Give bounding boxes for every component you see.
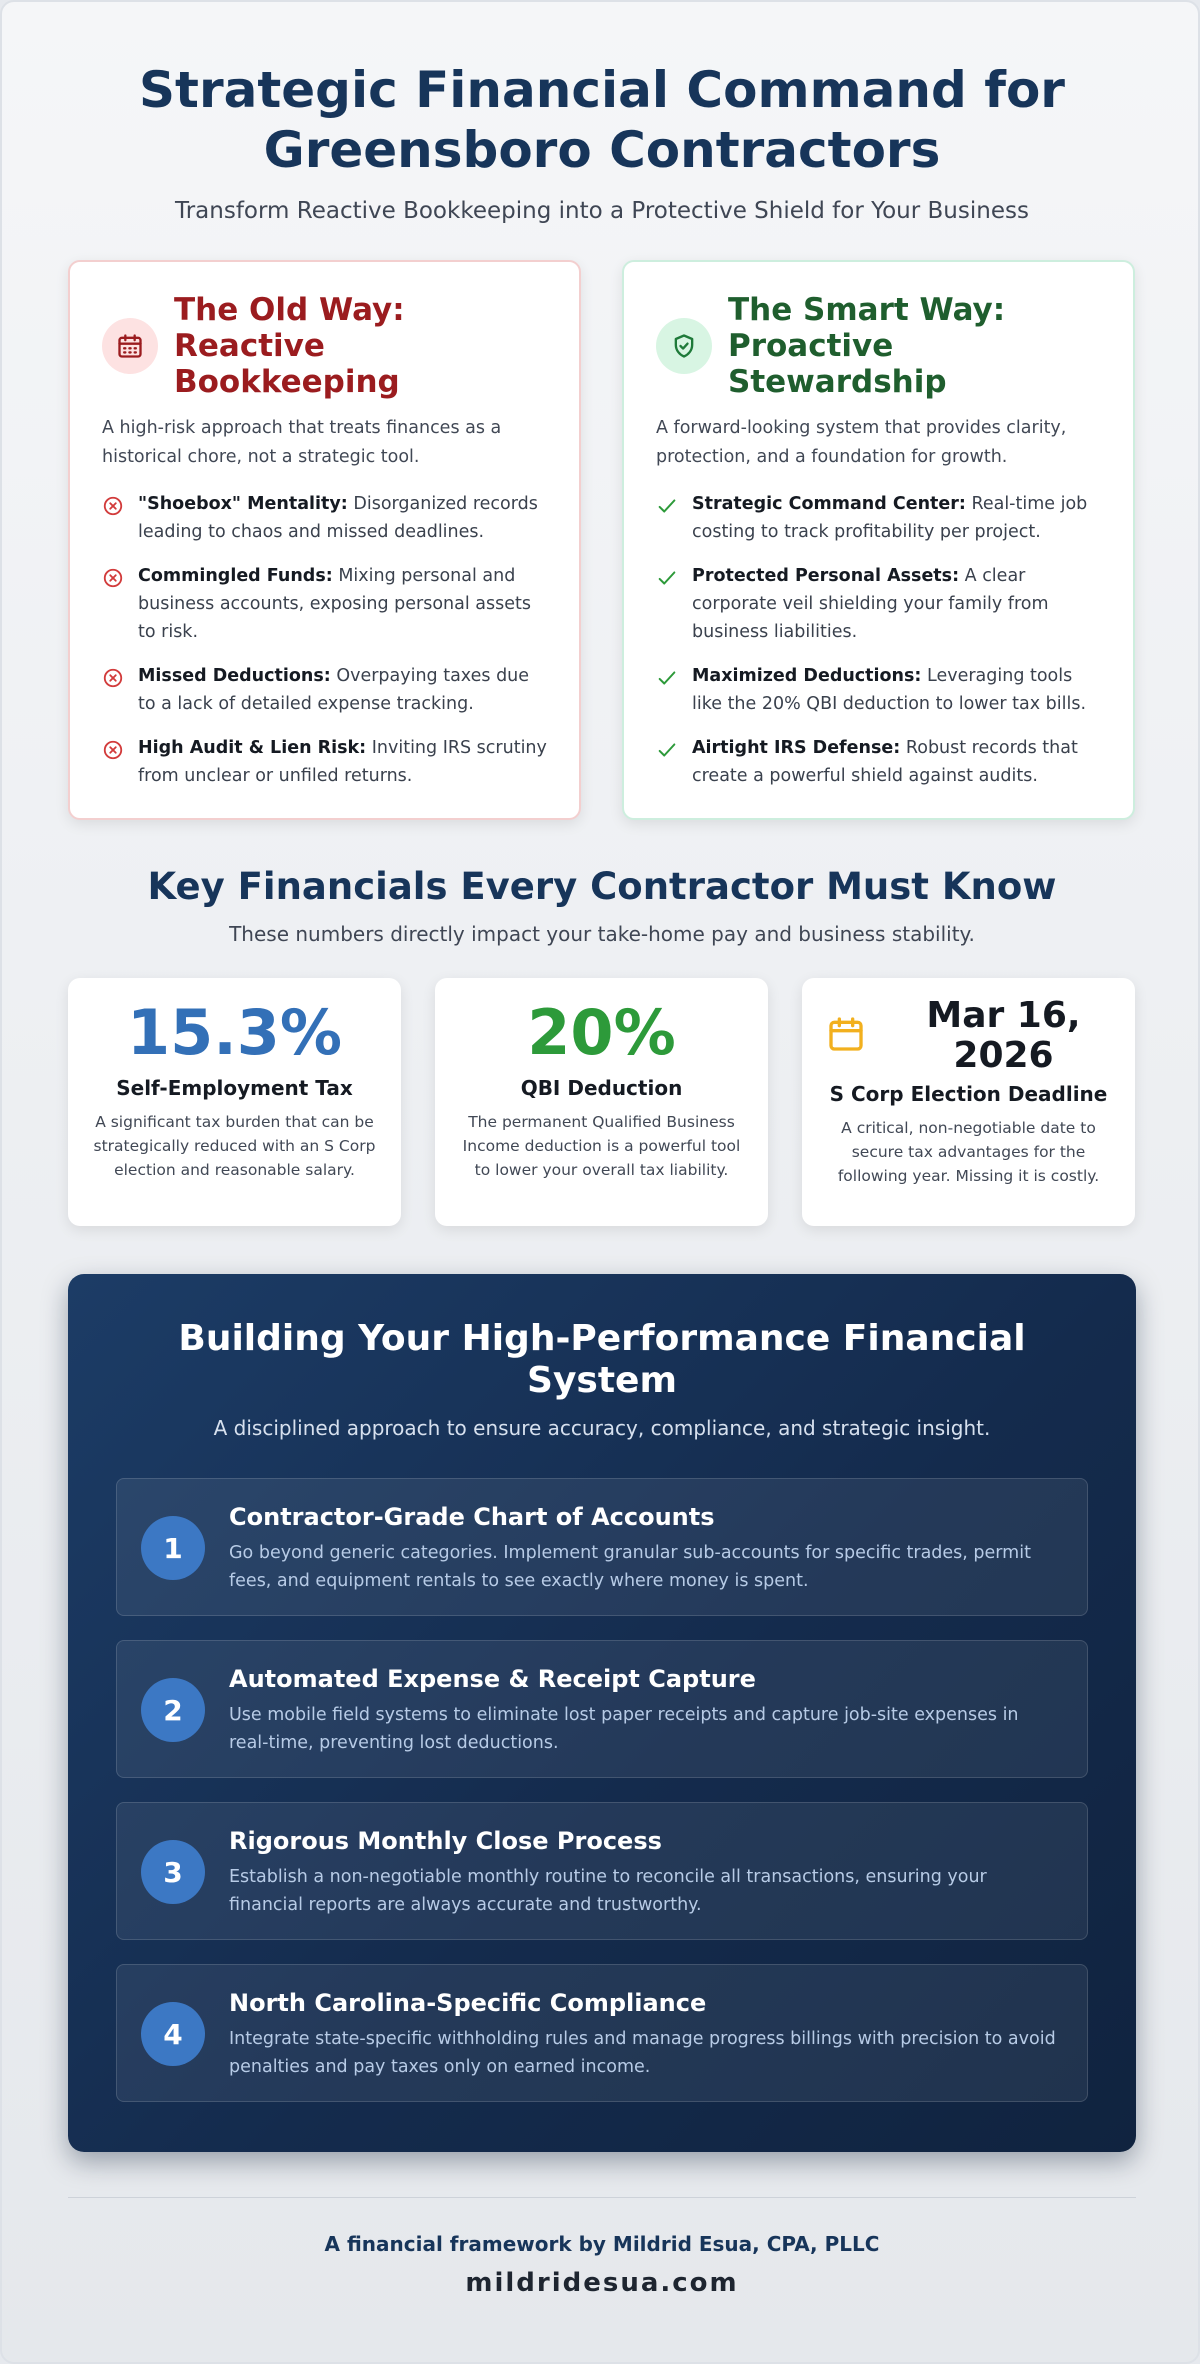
stat-label: S Corp Election Deadline [829,1082,1108,1106]
check-icon [656,734,692,770]
point-title: Missed Deductions: [138,666,331,686]
step-item [116,1640,1088,1778]
stat-description: The permanent Qualified Business Income deduction is a powerful tool to lower your overall tax liability. [462,1113,741,1179]
step-title: North Carolina-Specific Compliance [229,1989,707,2017]
old-way-point [102,734,547,790]
smart-way-card [622,260,1135,820]
check-icon [656,562,692,598]
old-way-title: The Old Way: Reactive Bookkeeping [174,292,405,400]
point-title: "Shoebox" Mentality: [138,494,348,514]
old-way-point [102,490,547,546]
step-description: Establish a non-negotiable monthly routine to reconcile all transactions, ensuring your financial reports are always accurate and trustworthy. [229,1867,987,1915]
step-number: 4 [141,2002,205,2066]
stat-value: Mar 16, 2026 [926,995,1081,1076]
check-icon [656,490,692,526]
calendar-icon [826,1014,866,1058]
point-title: Strategic Command Center: [692,494,966,514]
step-number: 3 [141,1840,205,1904]
x-circle-icon [102,734,138,770]
x-circle-icon [102,562,138,598]
point-title: Protected Personal Assets: [692,566,960,586]
old-way-description: A high-risk approach that treats finances as a historical chore, not a strategic tool. [102,418,502,467]
old-way-card [68,260,581,820]
stat-description: A critical, non-negotiable date to secure tax advantages for the following year. Missing it is costly. [837,1119,1100,1185]
smart-way-point [656,562,1101,646]
step-description: Use mobile field systems to eliminate lost paper receipts and capture job-site expenses in real-time, preventing lost deductions. [229,1705,1019,1753]
page-subtitle: Transform Reactive Bookkeeping into a Protective Shield for Your Business [175,198,1029,224]
stat-card-qbi-deduction [435,978,768,1226]
step-description: Integrate state-specific withholding rules and manage progress billings with precision to avoid penalties and pay taxes only on earned income. [229,2029,1056,2077]
section-subtitle: These numbers directly impact your take-home pay and business stability. [229,922,975,946]
point-text: Real-time job costing to track profitability per project. [692,494,1088,542]
footer-byline: A financial framework by Mildrid Esua, CPA, PLLC [324,2232,880,2256]
old-way-point [102,562,547,646]
section-title: Key Financials Every Contractor Must Know [147,865,1057,908]
smart-way-description: A forward-looking system that provides clarity, protection, and a foundation for growth. [656,418,1067,467]
point-text: Disorganized records leading to chaos and missed deadlines. [138,494,538,542]
point-title: Airtight IRS Defense: [692,738,901,758]
step-title: Rigorous Monthly Close Process [229,1827,662,1855]
smart-way-point [656,734,1101,790]
point-title: Commingled Funds: [138,566,333,586]
step-number: 1 [141,1516,205,1580]
smart-way-title: The Smart Way: Proactive Stewardship [728,292,1006,400]
step-item [116,1964,1088,2102]
smart-way-point [656,662,1101,718]
point-text: Inviting IRS scrutiny from unclear or unfiled returns. [138,738,547,786]
footer-divider [68,2197,1136,2198]
stat-description: A significant tax burden that can be strategically reduced with an S Corp election and reasonable salary. [93,1113,376,1179]
step-item [116,1478,1088,1616]
stat-value: 20% [527,996,676,1069]
step-title: Contractor-Grade Chart of Accounts [229,1503,715,1531]
stat-label: QBI Deduction [520,1076,683,1100]
point-title: High Audit & Lien Risk: [138,738,367,758]
point-text: Robust records that create a powerful shield against audits. [692,738,1078,786]
footer-website-link[interactable]: mildridesua.com [465,2268,739,2298]
panel-subtitle: A disciplined approach to ensure accuracy, compliance, and strategic insight. [213,1416,991,1440]
step-description: Go beyond generic categories. Implement granular sub-accounts for specific trades, permit fees, and equipment rentals to see exactly where money is spent. [229,1543,1031,1591]
shield-check-icon [656,318,712,374]
panel-title: Building Your High-Performance Financial System [178,1318,1026,1401]
point-title: Maximized Deductions: [692,666,922,686]
stat-value: 15.3% [126,996,343,1069]
smart-way-point [656,490,1101,546]
header [68,60,1136,224]
stat-card-s-corp-deadline [802,978,1135,1226]
stat-label: Self-Employment Tax [116,1076,353,1100]
calendar-icon [102,318,158,374]
point-text: A clear corporate veil shielding your family from business liabilities. [692,566,1049,642]
point-text: Overpaying taxes due to a lack of detailed expense tracking. [138,666,530,714]
old-way-point [102,662,547,718]
point-text: Leveraging tools like the 20% QBI deduction to lower tax bills. [692,666,1087,714]
page-title: Strategic Financial Command for Greensboro Contractors [139,61,1065,179]
point-text: Mixing personal and business accounts, exposing personal assets to risk. [138,566,532,642]
financial-system-panel [68,1274,1136,2152]
key-financials-header [68,864,1136,946]
step-title: Automated Expense & Receipt Capture [229,1665,756,1693]
step-item [116,1802,1088,1940]
x-circle-icon [102,662,138,698]
footer [68,2232,1136,2298]
check-icon [656,662,692,698]
x-circle-icon [102,490,138,526]
stat-card-self-employment-tax [68,978,401,1226]
step-number: 2 [141,1678,205,1742]
